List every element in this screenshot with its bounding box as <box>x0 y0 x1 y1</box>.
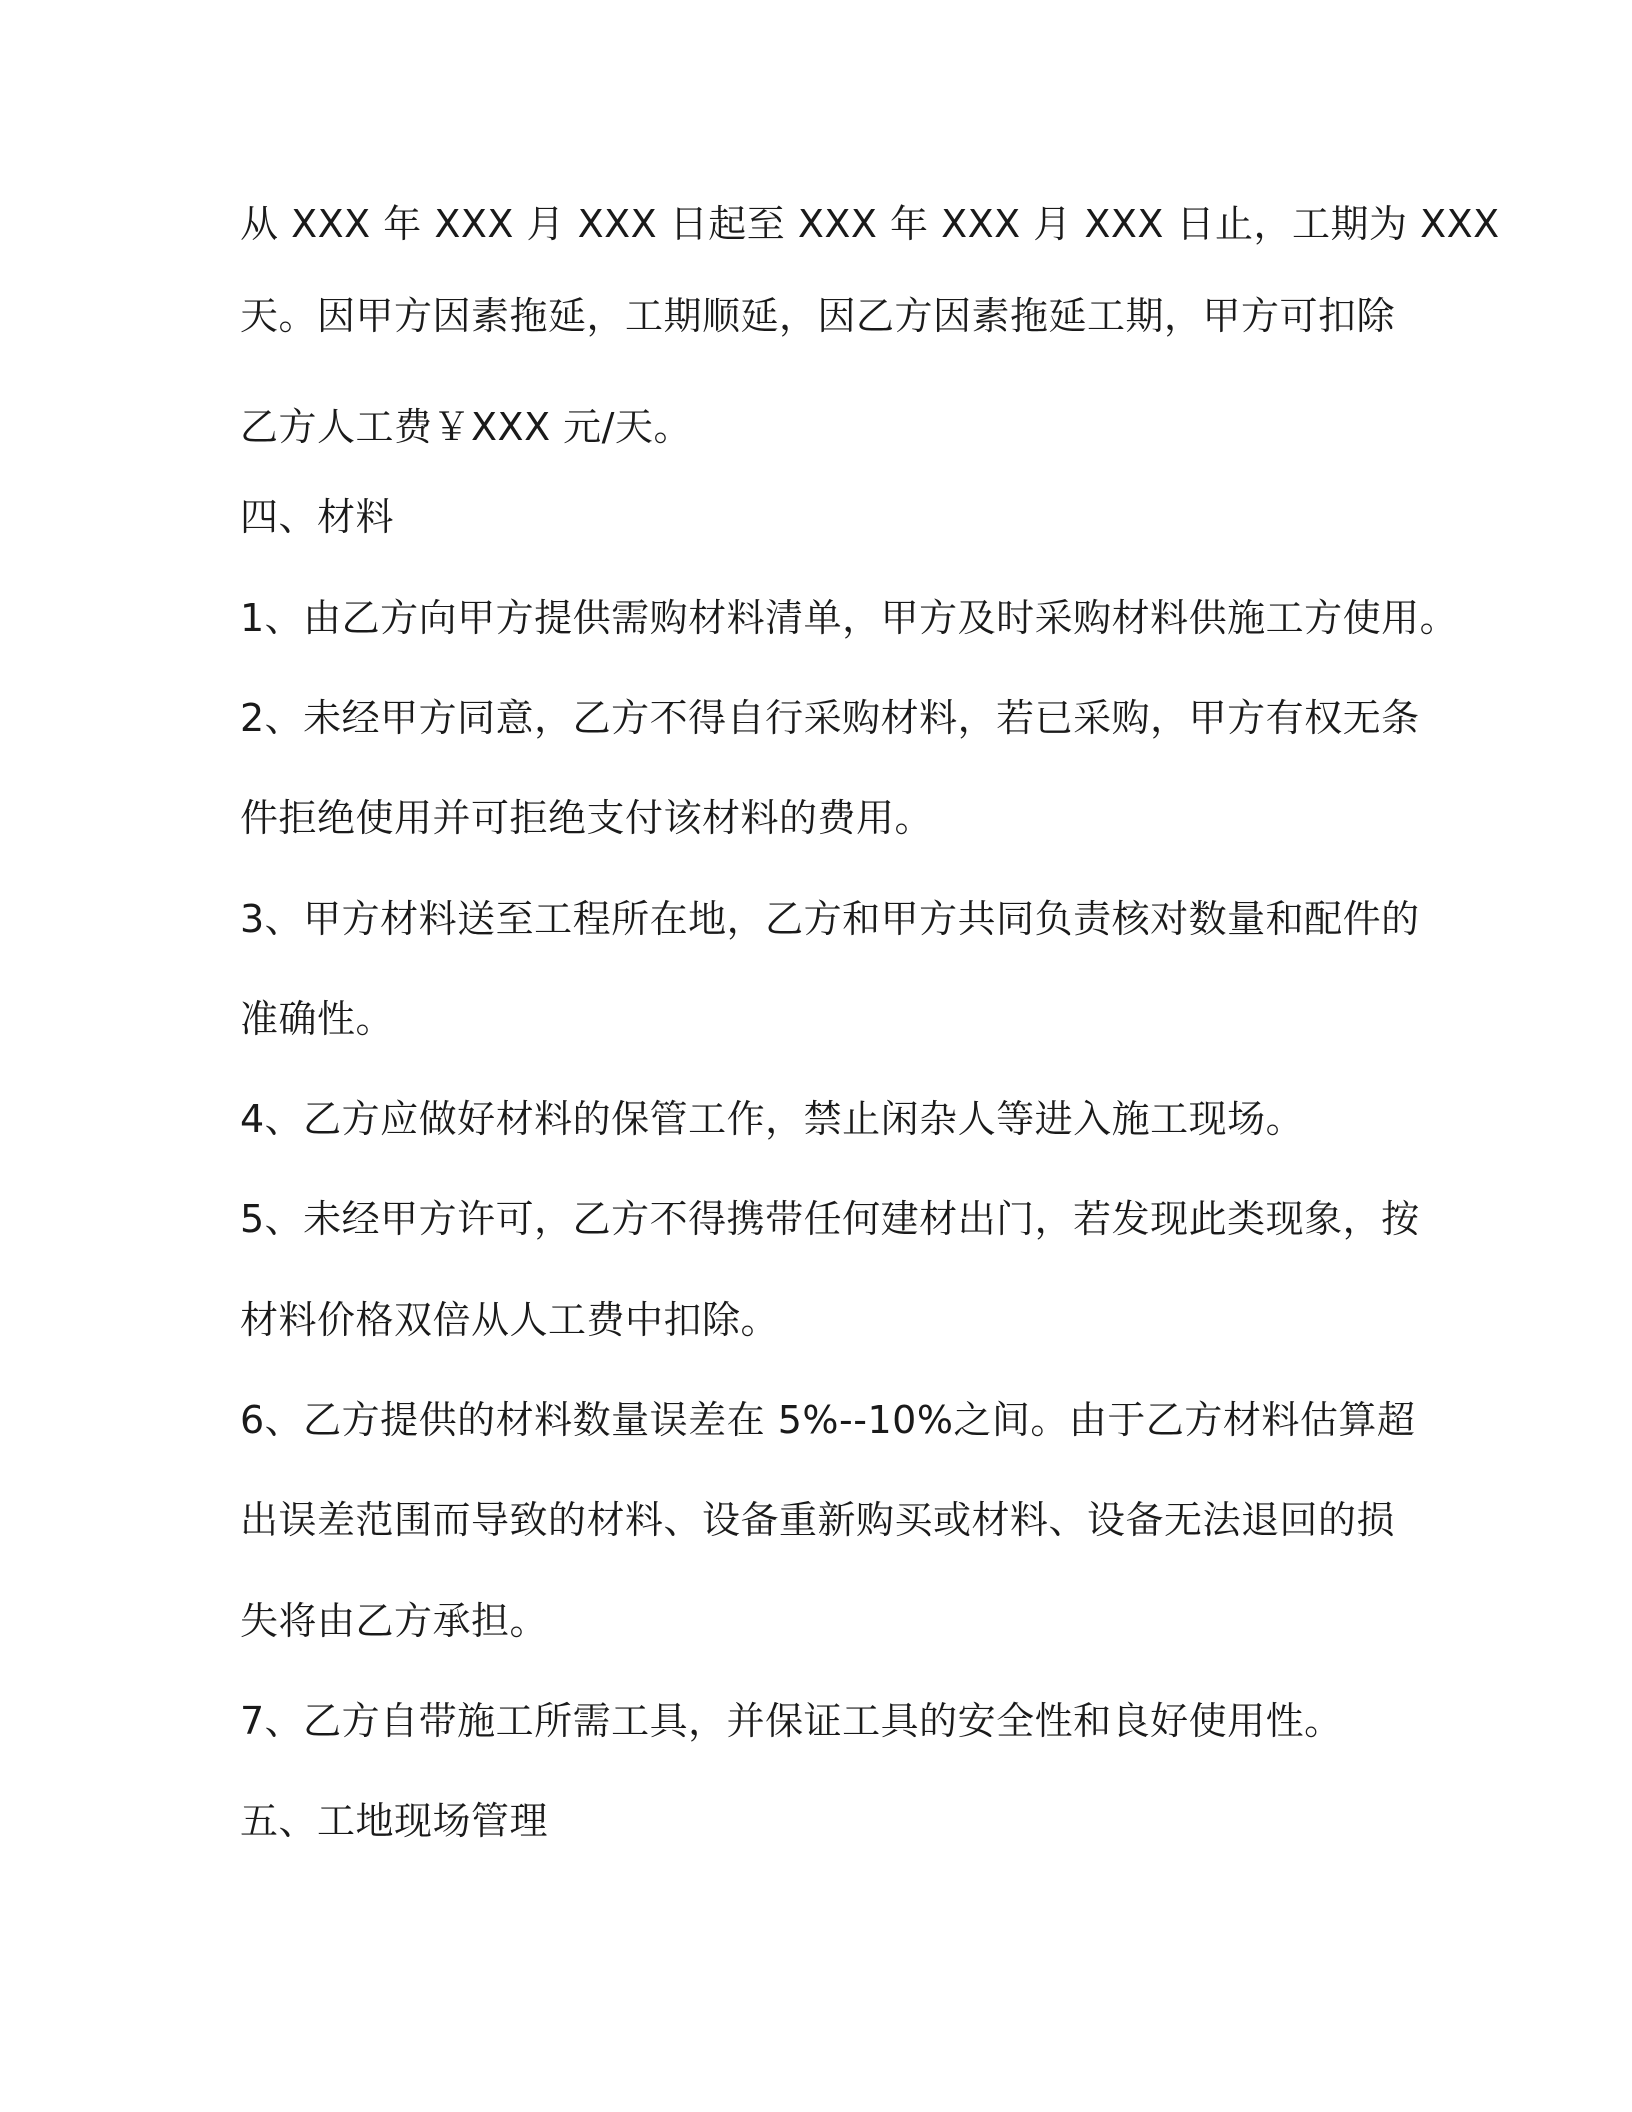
list-item-continuation: 失将由乙方承担。 <box>240 1599 549 1643</box>
paragraph-line: 乙方人工费￥XXX 元/天。 <box>240 405 692 449</box>
list-item: 6、乙方提供的材料数量误差在 5%--10%之间。由于乙方材料估算超 <box>240 1398 1416 1442</box>
section-heading: 五、工地现场管理 <box>240 1799 549 1843</box>
list-item: 1、由乙方向甲方提供需购材料清单，甲方及时采购材料供施工方使用。 <box>240 596 1459 640</box>
list-item-continuation: 准确性。 <box>240 997 395 1041</box>
list-item-continuation: 件拒绝使用并可拒绝支付该材料的费用。 <box>240 796 934 840</box>
list-item-continuation: 出误差范围而导致的材料、设备重新购买或材料、设备无法退回的损 <box>240 1498 1396 1542</box>
paragraph-line: 从 XXX 年 XXX 月 XXX 日起至 XXX 年 XXX 月 XXX 日止，工期为 XXX <box>240 202 1500 246</box>
list-item: 2、未经甲方同意，乙方不得自行采购材料，若已采购，甲方有权无条 <box>240 696 1420 740</box>
list-item: 4、乙方应做好材料的保管工作，禁止闲杂人等进入施工现场。 <box>240 1097 1305 1141</box>
section-heading: 四、材料 <box>240 495 395 539</box>
list-item-continuation: 材料价格双倍从人工费中扣除。 <box>240 1298 780 1342</box>
list-item: 3、甲方材料送至工程所在地，乙方和甲方共同负责核对数量和配件的 <box>240 897 1420 941</box>
list-item: 7、乙方自带施工所需工具，并保证工具的安全性和良好使用性。 <box>240 1699 1343 1743</box>
list-item: 5、未经甲方许可，乙方不得携带任何建材出门，若发现此类现象，按 <box>240 1197 1420 1241</box>
paragraph-line: 天。因甲方因素拖延，工期顺延，因乙方因素拖延工期，甲方可扣除 <box>240 294 1396 338</box>
